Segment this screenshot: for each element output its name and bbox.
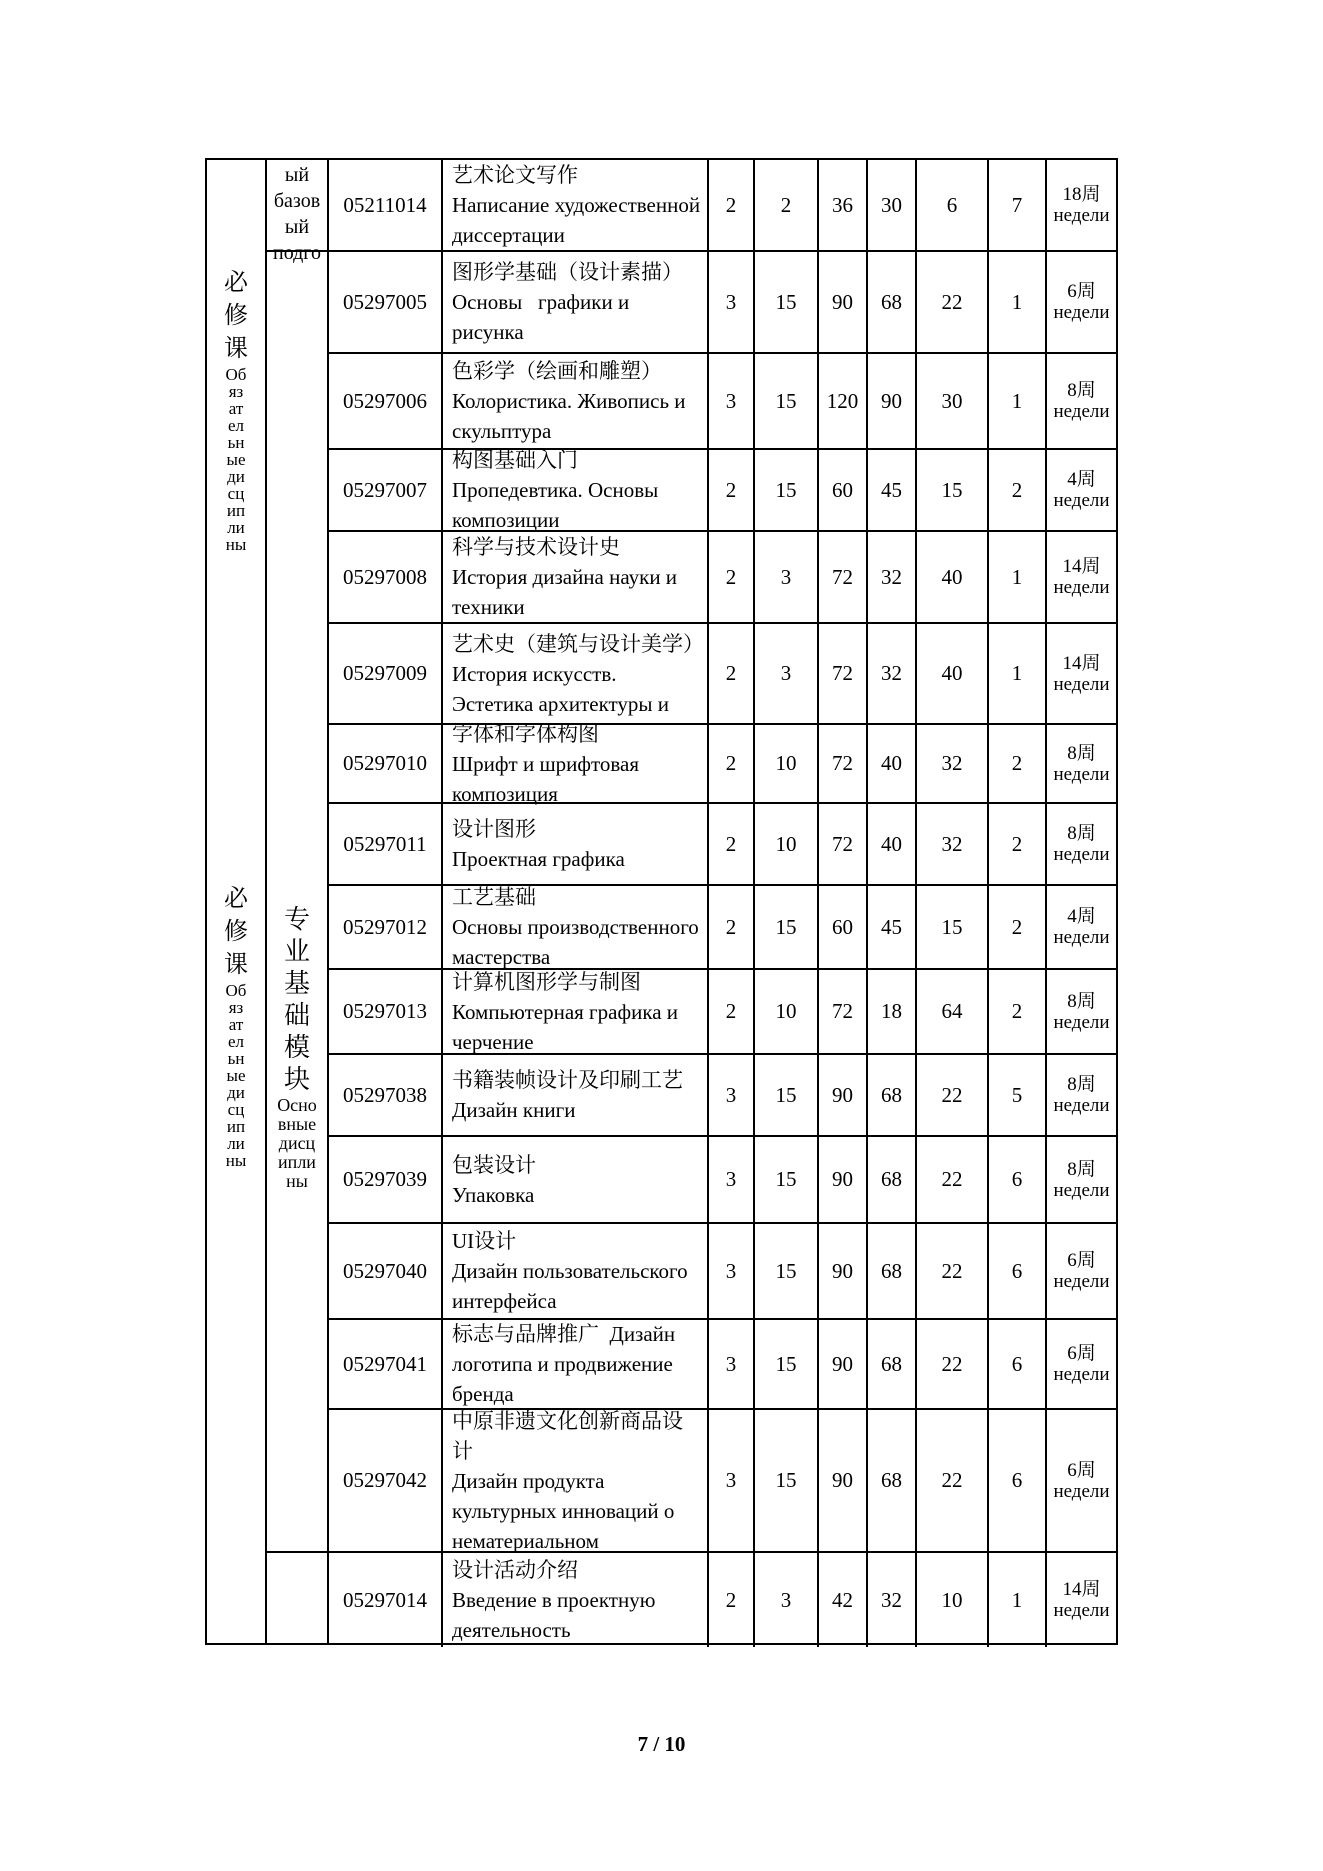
credits-cell: 3 (709, 1410, 755, 1551)
credits-cell: 2 (709, 886, 755, 968)
course-rows (329, 160, 1116, 1643)
weeks-cell: 14周 недели (1053, 652, 1110, 695)
classroom-hours-cell: 68 (868, 1224, 917, 1318)
hours-per-week-cell: 3 (755, 1553, 819, 1647)
course-name-cell: 书籍装帧设计及印刷工艺 Дизайн книги (443, 1055, 709, 1135)
credits-cell: 2 (709, 1553, 755, 1647)
course-code-cell: 05297014 (329, 1553, 443, 1647)
classroom-hours-cell: 45 (868, 886, 917, 968)
self-study-hours-cell: 15 (917, 450, 989, 530)
hours-per-week-cell: 15 (755, 1055, 819, 1135)
semester-cell: 1 (989, 532, 1047, 622)
weeks-cell: 8周 недели (1053, 823, 1110, 865)
credits-cell: 3 (709, 252, 755, 352)
course-code-cell: 05297005 (329, 252, 443, 352)
page-number: 7 / 10 (637, 1732, 686, 1756)
course-name-cell: 艺术史（建筑与设计美学）История искусств. Эстетика архитектуры и (443, 624, 709, 723)
course-code-cell: 05297007 (329, 450, 443, 530)
course-code-cell: 05297013 (329, 970, 443, 1053)
hours-per-week-cell: 15 (755, 450, 819, 530)
classroom-hours-cell: 30 (868, 160, 917, 250)
self-study-hours-cell: 22 (917, 1320, 989, 1408)
hours-per-week-cell: 10 (755, 804, 819, 884)
total-hours-cell: 60 (819, 450, 868, 530)
semester-cell: 1 (989, 624, 1047, 723)
classroom-hours-cell: 68 (868, 252, 917, 352)
label-zh: 必 修 课 (224, 270, 248, 362)
required-courses-label-top (207, 267, 265, 553)
course-name-cell: 计算机图形学与制图 Компьютерная графика и черчение (443, 970, 709, 1053)
hours-per-week-cell: 15 (755, 252, 819, 352)
course-row (329, 532, 1116, 624)
semester-cell: 2 (989, 450, 1047, 530)
hours-per-week-cell: 3 (755, 624, 819, 723)
total-hours-cell: 120 (819, 354, 868, 448)
weeks-cell: 6周 недели (1053, 1250, 1110, 1292)
total-hours-cell: 72 (819, 725, 868, 802)
weeks-cell: 8周 недели (1053, 990, 1110, 1033)
label-zh: 必 修 课 (224, 886, 248, 978)
curriculum-table (205, 158, 1118, 1645)
total-hours-cell: 90 (819, 1137, 868, 1222)
course-code-cell: 05297011 (329, 804, 443, 884)
course-code-cell: 05297008 (329, 532, 443, 622)
course-row (329, 1410, 1116, 1553)
credits-cell: 3 (709, 1320, 755, 1408)
course-code-cell: 05297006 (329, 354, 443, 448)
hours-per-week-cell: 15 (755, 886, 819, 968)
course-code-cell: 05297012 (329, 886, 443, 968)
required-courses-label-bottom (207, 883, 265, 1169)
course-row (329, 354, 1116, 450)
weeks-cell: 4周 недели (1053, 906, 1110, 948)
classroom-hours-cell: 90 (868, 354, 917, 448)
hours-per-week-cell: 15 (755, 1224, 819, 1318)
total-hours-cell: 90 (819, 1224, 868, 1318)
course-code-cell: 05297038 (329, 1055, 443, 1135)
credits-cell: 2 (709, 970, 755, 1053)
semester-cell: 7 (989, 160, 1047, 250)
hours-per-week-cell: 3 (755, 532, 819, 622)
classroom-hours-cell: 32 (868, 532, 917, 622)
self-study-hours-cell: 30 (917, 354, 989, 448)
course-row (329, 450, 1116, 532)
module-cell-empty (267, 1553, 327, 1643)
label-zh: 专 业 基 础 模 块 (283, 905, 310, 1094)
weeks-cell: 6周 недели (1053, 1459, 1110, 1502)
total-hours-cell: 42 (819, 1553, 868, 1647)
self-study-hours-cell: 10 (917, 1553, 989, 1647)
weeks-cell: 8周 недели (1053, 742, 1110, 785)
total-hours-cell: 72 (819, 624, 868, 723)
course-name-cell: 图形学基础（设计素描） Основы графики и рисунка (443, 252, 709, 352)
total-hours-cell: 60 (819, 886, 868, 968)
course-name-cell: 标志与品牌推广 Дизайн логотипа и продвижение бренда (443, 1320, 709, 1408)
weeks-cell: 8周 недели (1053, 1158, 1110, 1201)
self-study-hours-cell: 15 (917, 886, 989, 968)
credits-cell: 2 (709, 804, 755, 884)
total-hours-cell: 72 (819, 804, 868, 884)
hours-per-week-cell: 15 (755, 1137, 819, 1222)
course-name-cell: 字体和字体构图 Шрифт и шрифтовая композиция (443, 725, 709, 802)
total-hours-cell: 90 (819, 1410, 868, 1551)
classroom-hours-cell: 45 (868, 450, 917, 530)
course-code-cell: 05297041 (329, 1320, 443, 1408)
label-ru: Об яз ат ел ьн ые ди сц ип ли ны (225, 365, 247, 554)
total-hours-cell: 90 (819, 1055, 868, 1135)
total-hours-cell: 72 (819, 532, 868, 622)
hours-per-week-cell: 15 (755, 1320, 819, 1408)
semester-cell: 2 (989, 804, 1047, 884)
total-hours-cell: 72 (819, 970, 868, 1053)
semester-cell: 2 (989, 886, 1047, 968)
required-courses-column (207, 160, 267, 1643)
credits-cell: 2 (709, 450, 755, 530)
total-hours-cell: 90 (819, 252, 868, 352)
semester-cell: 2 (989, 970, 1047, 1053)
course-name-cell: 包装设计 Упаковка (443, 1137, 709, 1222)
self-study-hours-cell: 64 (917, 970, 989, 1053)
course-name-cell: UI设计 Дизайн пользовательского интерфейса (443, 1224, 709, 1318)
course-row (329, 886, 1116, 970)
course-row (329, 160, 1116, 252)
module-cell-basic (267, 252, 327, 1553)
self-study-hours-cell: 22 (917, 1055, 989, 1135)
semester-cell: 6 (989, 1320, 1047, 1408)
hours-per-week-cell: 15 (755, 1410, 819, 1551)
credits-cell: 3 (709, 1137, 755, 1222)
course-row (329, 624, 1116, 725)
classroom-hours-cell: 68 (868, 1320, 917, 1408)
classroom-hours-cell: 68 (868, 1137, 917, 1222)
semester-cell: 6 (989, 1410, 1047, 1551)
course-row (329, 1055, 1116, 1137)
semester-cell: 1 (989, 1553, 1047, 1647)
classroom-hours-cell: 40 (868, 725, 917, 802)
credits-cell: 2 (709, 725, 755, 802)
weeks-cell: 6周 недели (1053, 281, 1110, 323)
semester-cell: 2 (989, 725, 1047, 802)
module-cell-fragment: ый базов ый подго (267, 160, 327, 252)
weeks-cell: 14周 недели (1053, 1579, 1110, 1621)
course-name-cell: 艺术论文写作 Написание художественной диссертации (443, 160, 709, 250)
course-name-cell: 构图基础入门 Пропедевтика. Основы композиции (443, 450, 709, 530)
semester-cell: 6 (989, 1224, 1047, 1318)
hours-per-week-cell: 10 (755, 725, 819, 802)
course-code-cell: 05297040 (329, 1224, 443, 1318)
self-study-hours-cell: 32 (917, 804, 989, 884)
course-row (329, 1224, 1116, 1320)
weeks-cell: 6周 недели (1053, 1343, 1110, 1385)
course-name-cell: 工艺基础 Основы производственного мастерства (443, 886, 709, 968)
course-code-cell: 05211014 (329, 160, 443, 250)
credits-cell: 2 (709, 160, 755, 250)
course-row (329, 721, 1116, 806)
module-column (267, 160, 329, 1643)
label-ru: Осно вные дисц ипли ны (277, 1095, 317, 1191)
course-name-cell: 色彩学（绘画和雕塑） Колористика. Живопись и скульптура (443, 354, 709, 448)
course-row (329, 1553, 1116, 1647)
hours-per-week-cell: 15 (755, 354, 819, 448)
course-name-cell: 设计图形 Проектная графика (443, 804, 709, 884)
classroom-hours-cell: 68 (868, 1410, 917, 1551)
classroom-hours-cell: 40 (868, 804, 917, 884)
semester-cell: 6 (989, 1137, 1047, 1222)
total-hours-cell: 36 (819, 160, 868, 250)
classroom-hours-cell: 32 (868, 1553, 917, 1647)
self-study-hours-cell: 22 (917, 252, 989, 352)
course-row (329, 252, 1116, 354)
weeks-cell: 8周 недели (1053, 380, 1110, 422)
course-name-cell: 科学与技术设计史 История дизайна науки и техники (443, 532, 709, 622)
course-code-cell: 05297039 (329, 1137, 443, 1222)
classroom-hours-cell: 18 (868, 970, 917, 1053)
self-study-hours-cell: 22 (917, 1137, 989, 1222)
classroom-hours-cell: 32 (868, 624, 917, 723)
course-row (329, 1137, 1116, 1224)
course-code-cell: 05297009 (329, 624, 443, 723)
course-row (329, 970, 1116, 1055)
self-study-hours-cell: 40 (917, 624, 989, 723)
weeks-cell: 18周 недели (1053, 184, 1110, 226)
label-ru: Об яз ат ел ьн ые ди сц ип ли ны (225, 981, 247, 1170)
weeks-cell: 14周 недели (1053, 556, 1110, 598)
course-name-cell: 设计活动介绍 Введение в проектную деятельность (443, 1553, 709, 1647)
credits-cell: 3 (709, 1224, 755, 1318)
self-study-hours-cell: 22 (917, 1410, 989, 1551)
hours-per-week-cell: 10 (755, 970, 819, 1053)
classroom-hours-cell: 68 (868, 1055, 917, 1135)
course-row (329, 804, 1116, 886)
self-study-hours-cell: 6 (917, 160, 989, 250)
credits-cell: 2 (709, 532, 755, 622)
total-hours-cell: 90 (819, 1320, 868, 1408)
credits-cell: 3 (709, 1055, 755, 1135)
semester-cell: 5 (989, 1055, 1047, 1135)
course-code-cell: 05297042 (329, 1410, 443, 1551)
semester-cell: 1 (989, 252, 1047, 352)
course-name-cell: 中原非遗文化创新商品设计 Дизайн продукта культурных инноваций о нематериальном (443, 1410, 709, 1551)
credits-cell: 3 (709, 354, 755, 448)
weeks-cell: 8周 недели (1053, 1074, 1110, 1116)
basic-module-label (267, 904, 327, 1191)
weeks-cell: 4周 недели (1053, 469, 1110, 511)
credits-cell: 2 (709, 624, 755, 723)
self-study-hours-cell: 32 (917, 725, 989, 802)
course-row (329, 1320, 1116, 1410)
semester-cell: 1 (989, 354, 1047, 448)
self-study-hours-cell: 40 (917, 532, 989, 622)
hours-per-week-cell: 2 (755, 160, 819, 250)
course-code-cell: 05297010 (329, 725, 443, 802)
self-study-hours-cell: 22 (917, 1224, 989, 1318)
